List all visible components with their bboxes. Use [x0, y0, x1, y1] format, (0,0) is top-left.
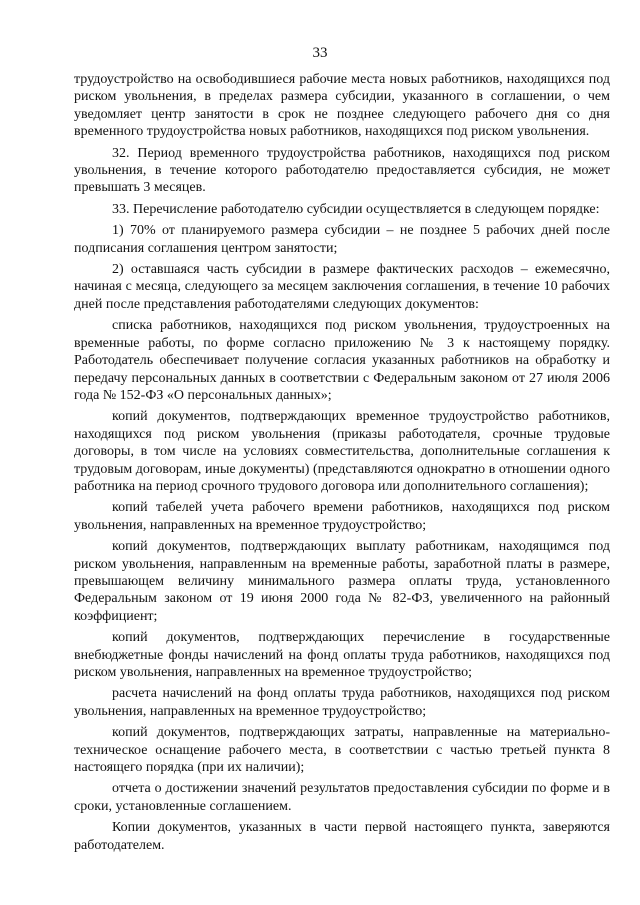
paragraph-document-list-item: копий документов, подтверждающих выплату работникам, находящимся под риском увольнения, направленным на временные работы, заработной платы в размере, превышающем величину минимального размера оплаты труда, установленного Федеральным законом от 19 июня 2000 года № 82-ФЗ, увеличенного на районный коэффициент; [74, 539, 610, 624]
page-number: 33 [312, 45, 328, 61]
paragraph-document-list-item: списка работников, находящихся под риском увольнения, трудоустроенных на временные работы, по форме согласно приложению № 3 к настоящему порядку. Работодатель обеспечивает получение согласия указанных работников на обработку и передачу персональных данных в соответствии с Федеральным законом от 27 июля 2006 года № 152-ФЗ «О персональных данных»; [74, 318, 610, 403]
paragraph-certification-note: Копии документов, указанных в части первой настоящего пункта, заверяются работодателем. [74, 820, 610, 853]
paragraph-subitem-2: 2) оставшаяся часть субсидии в размере фактических расходов – ежемесячно, начиная с месяца, следующего за месяцем заключения соглашения, в течение 10 рабочих дней после представления работодателями следующих документов: [74, 262, 610, 312]
paragraph-document-list-item: копий документов, подтверждающих временное трудоустройство работников, находящихся под риском увольнения (приказы работодателя, срочные трудовые договоры, в том числе на условиях совместительства, дополнительные соглашения к трудовым договорам, иные документы) (представляются однократно в отношении одного работника на период срочного трудового договора или дополнительного соглашения); [74, 409, 610, 494]
paragraph-document-list-item: копий документов, подтверждающих затраты, направленные на материально-техническое оснащение рабочего места, в соответствии с частью третьей пункта 8 настоящего порядка (при их наличии); [74, 725, 610, 776]
paragraph-document-list-item: копий табелей учета рабочего времени работников, находящихся под риском увольнения, направленных на временное трудоустройство; [74, 500, 610, 533]
paragraph-document-list-item: отчета о достижении значений результатов предоставления субсидии по форме и в сроки, установленные соглашением. [74, 781, 610, 814]
paragraph-subitem-1: 1) 70% от планируемого размера субсидии – не позднее 5 рабочих дней после подписания соглашения центром занятости; [74, 223, 610, 256]
paragraph-item-33: 33. Перечисление работодателю субсидии осуществляется в следующем порядке: [112, 201, 600, 217]
document-body [74, 71, 610, 854]
paragraph-item-32: 32. Период временного трудоустройства работников, находящихся под риском увольнения, в течение которого работодателю предоставляется субсидия, не может превышать 3 месяцев. [74, 145, 610, 196]
paragraph-document-list-item: копий документов, подтверждающих перечисление в государственные внебюджетные фонды начислений на фонд оплаты труда работников, находящихся под риском увольнения, направленных на временное трудоустройство; [74, 630, 610, 680]
paragraph-continuation: трудоустройство на освободившиеся рабочие места новых работников, находящихся под риском увольнения, в пределах размера субсидии, указанного в соглашении, о чем уведомляет центр занятости в срок не позднее следующего рабочего дня со дня временного трудоустройства новых работников, находящихся под риском увольнения. [74, 72, 610, 140]
paragraph-document-list-item: расчета начислений на фонд оплаты труда работников, находящихся под риском увольнения, направленных на временное трудоустройство; [74, 686, 610, 719]
